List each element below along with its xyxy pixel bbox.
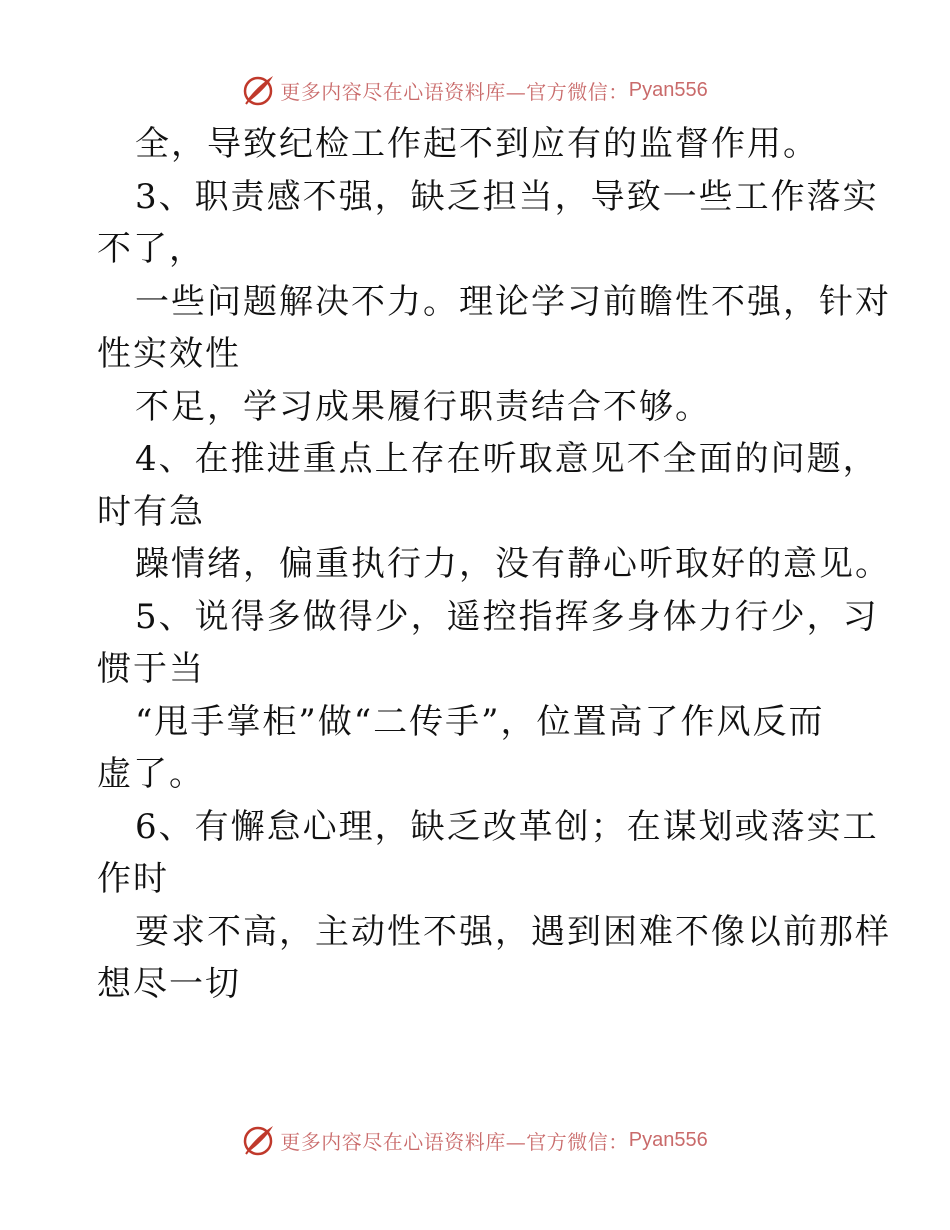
body-text-line: 要求不高，主动性不强，遇到困难不像以前那样: [135, 911, 891, 952]
footer-promo-text: 更多内容尽在心语资料库—官方微信：: [280, 1129, 629, 1154]
body-text-line: 不了，: [97, 229, 205, 269]
quill-pen-logo-icon: [242, 1123, 276, 1157]
body-text-line: 想尽一切: [97, 964, 241, 1004]
body-text-line: “甩手掌柜”做“二传手”，位置高了作风反而: [135, 701, 825, 742]
body-text-line: 5、说得多做得少，遥控指挥多身体力行少，习: [135, 596, 879, 637]
body-text-line: 作时: [97, 859, 169, 899]
body-text-line: 性实效性: [97, 334, 241, 374]
body-text-line: 4、在推进重点上存在听取意见不全面的问题，: [135, 439, 879, 479]
body-text-line: 6、有懈怠心理，缺乏改革创；在谋划或落实工: [135, 806, 879, 847]
document-body: [97, 118, 891, 1011]
quill-pen-logo-icon: [242, 73, 276, 107]
body-text-line: 不足，学习成果履行职责结合不够。: [135, 386, 711, 427]
body-text-line: 虚了。: [97, 754, 205, 794]
header-promo-text: 更多内容尽在心语资料库—官方微信：: [280, 79, 629, 104]
header-wechat-id: Pyan556: [628, 78, 708, 101]
footer-watermark: [0, 1120, 950, 1160]
body-text-line: 惯于当: [97, 649, 205, 689]
header-watermark: [0, 70, 950, 110]
body-text-line: 时有急: [97, 491, 205, 532]
body-text-line: 3、职责感不强，缺乏担当，导致一些工作落实: [135, 176, 879, 217]
body-text-line: 全，导致纪检工作起不到应有的监督作用。: [135, 124, 819, 164]
body-text-line: 躁情绪，偏重执行力，没有静心听取好的意见。: [135, 544, 891, 584]
body-text-line: 一些问题解决不力。理论学习前瞻性不强，针对: [135, 281, 891, 322]
footer-wechat-id: Pyan556: [628, 1128, 708, 1151]
